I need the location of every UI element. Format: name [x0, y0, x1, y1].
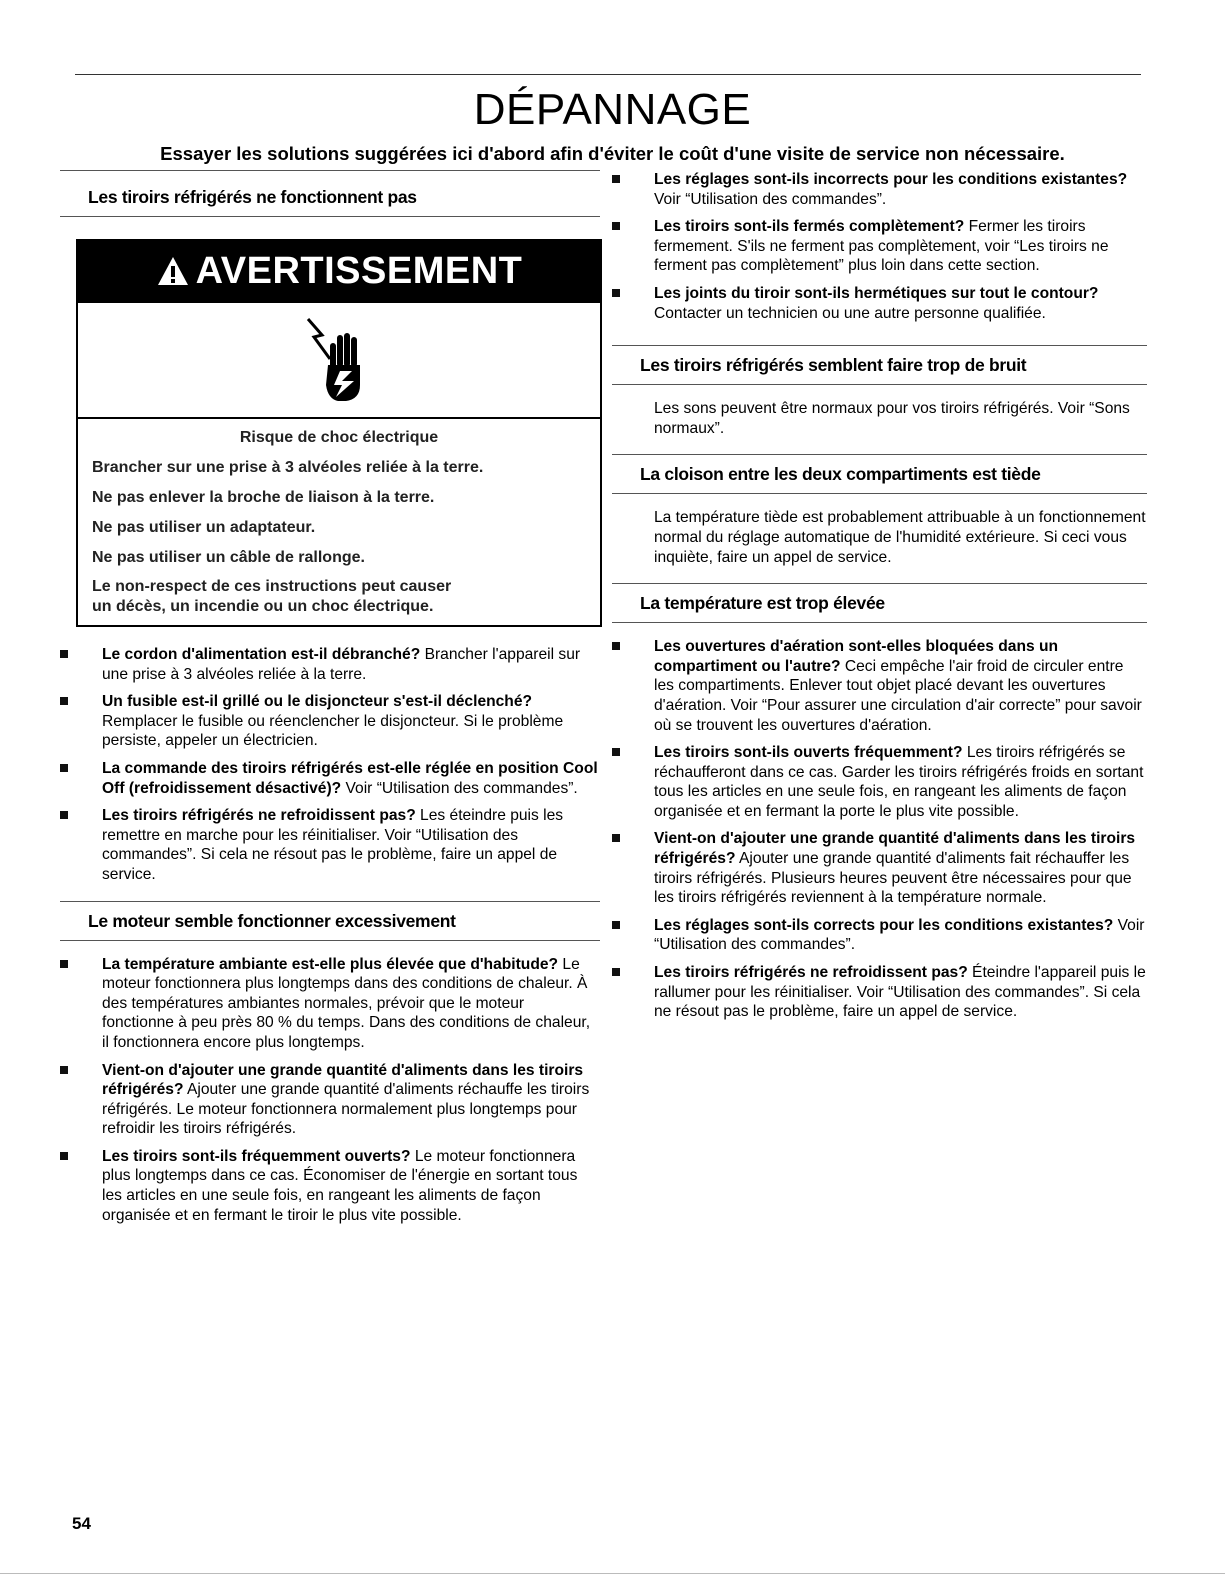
bullet-icon — [60, 811, 68, 819]
list-item: Vient-on d'ajouter une grande quantité d'aliments dans les tiroirs réfrigérés? Ajouter une grande quantité d'aliments fait réchauffer les tiroirs réfrigérés. Plusieurs heures peuvent être nécessaires pour que les tiroirs réfrigérés reviennent à la température normale. — [612, 829, 1147, 907]
temp-high-list — [612, 637, 1147, 1022]
motor-list — [60, 955, 600, 1226]
list-item: Les réglages sont-ils corrects pour les conditions existantes? Voir “Utilisation des commandes”. — [612, 916, 1147, 955]
bullet-icon — [60, 764, 68, 772]
list-item: Les tiroirs sont-ils fermés complètement? Fermer les tiroirs fermement. S'ils ne ferment pas complètement, voir “Les tiroirs ne ferment pas complètement” plus loin dans cette section. — [612, 217, 1147, 276]
warning-box — [76, 239, 602, 627]
list-item: Les tiroirs réfrigérés ne refroidissent pas? Les éteindre puis les remettre en marche pour les réinitialiser. Voir “Utilisation des commandes”. Si cela ne résout pas le problème, faire un appel de service. — [60, 806, 600, 884]
list-item: Les joints du tiroir sont-ils hermétiques sur tout le contour? Contacter un technicien ou une autre personne qualifiée. — [612, 284, 1147, 323]
warning-line: Brancher sur une prise à 3 alvéoles reliée à la terre. — [92, 459, 484, 476]
warning-line: Ne pas enlever la broche de liaison à la terre. — [92, 489, 435, 506]
warning-label: AVERTISSEMENT — [195, 249, 523, 292]
warning-icon-area — [78, 303, 600, 419]
warning-line: Ne pas utiliser un adaptateur. — [92, 519, 316, 536]
section-heading-drawers-not-working: Les tiroirs réfrigérés ne fonctionnent pas — [60, 170, 600, 217]
bullet-icon — [612, 642, 620, 650]
list-item: Les tiroirs sont-ils ouverts fréquemment? Les tiroirs réfrigérés se réchaufferont dans ce cas. Garder les tiroirs réfrigérés froids en sortant tous les articles en une seule fois, en rangeant les aliments de façon organisée et en fermant la porte le plus vite possible. — [612, 743, 1147, 821]
bullet-icon — [60, 960, 68, 968]
page-number: 54 — [72, 1514, 91, 1533]
bullet-icon — [612, 834, 620, 842]
partition-text: La température tiède est probablement attribuable à un fonctionnement normal du réglage automatique de l'humidité extérieure. Si ceci vous inquiète, faire un appel de service. — [654, 509, 1146, 566]
page-subtitle: Essayer les solutions suggérées ici d'abord afin d'éviter le coût d'une visite de service non nécessaire. — [160, 143, 1065, 164]
warning-header — [78, 239, 600, 303]
warning-consequence: Le non-respect de ces instructions peut causer — [92, 578, 452, 595]
bullet-icon — [612, 175, 620, 183]
warning-body — [78, 419, 600, 625]
list-item: Les réglages sont-ils incorrects pour les conditions existantes? Voir “Utilisation des commandes”. — [612, 170, 1147, 209]
list-item: La commande des tiroirs réfrigérés est-elle réglée en position Cool Off (refroidissement désactivé)? Voir “Utilisation des commandes”. — [60, 759, 600, 798]
list-item: Les tiroirs sont-ils fréquemment ouverts? Le moteur fonctionnera plus longtemps dans ce cas. Économiser de l'énergie en sortant tous les articles en une seule fois, en rangeant les aliments de façon organisée et en fermant le tiroir le plus vite possible. — [60, 1147, 600, 1225]
section-heading-temp-high: La température est trop élevée — [612, 583, 1147, 623]
bullet-icon — [612, 289, 620, 297]
section-heading-partition: La cloison entre les deux compartiments est tiède — [612, 454, 1147, 494]
list-item: Le cordon d'alimentation est-il débranché? Brancher l'appareil sur une prise à 3 alvéoles reliée à la terre. — [60, 645, 600, 684]
top-rule — [75, 74, 1141, 75]
bottom-rule — [0, 1573, 1225, 1574]
warning-line: Ne pas utiliser un câble de rallonge. — [92, 549, 365, 566]
page-title: DÉPANNAGE — [473, 85, 752, 134]
warning-consequence: un décès, un incendie ou un choc électrique. — [92, 598, 434, 615]
bullet-icon — [612, 748, 620, 756]
bullet-icon — [60, 697, 68, 705]
bullet-icon — [612, 222, 620, 230]
list-item: Un fusible est-il grillé ou le disjoncteur s'est-il déclenché? Remplacer le fusible ou réenclencher le disjoncteur. Si le problème persiste, appeler un électricien. — [60, 692, 600, 751]
continued-list — [612, 170, 1147, 323]
list-item: Les tiroirs réfrigérés ne refroidissent pas? Éteindre l'appareil puis le rallumer pour les réinitialiser. Voir “Utilisation des commandes”. Si cela ne résout pas le problème, faire un appel de service. — [612, 963, 1147, 1022]
left-column — [60, 170, 600, 1233]
right-column — [612, 170, 1147, 1030]
bullet-icon — [60, 1152, 68, 1160]
drawers-not-working-list — [60, 645, 600, 885]
warning-triangle-icon — [156, 254, 190, 288]
bullet-icon — [612, 921, 620, 929]
bullet-icon — [60, 650, 68, 658]
bullet-icon — [612, 968, 620, 976]
list-item: La température ambiante est-elle plus élevée que d'habitude? Le moteur fonctionnera plus longtemps dans des conditions de chaleur. À des températures ambiantes normales, prévoir que le moteur fonctionne à peu près 80 % du temps. Dans des conditions de chaleur, il fonctionnera encore plus longtemps. — [60, 955, 600, 1053]
list-item: Les ouvertures d'aération sont-elles bloquées dans un compartiment ou l'autre? Ceci empêche l'air froid de circuler entre les compartiments. Enlever tout objet placé devant les ouvertures d'aération. Voir “Pour assurer une circulation d'air correcte” pour savoir où se trouvent les ouvertures d'aération. — [612, 637, 1147, 735]
bullet-icon — [60, 1066, 68, 1074]
section-heading-noise: Les tiroirs réfrigérés semblent faire trop de bruit — [612, 345, 1147, 385]
electric-shock-hand-icon — [304, 315, 374, 405]
list-item: Vient-on d'ajouter une grande quantité d'aliments dans les tiroirs réfrigérés? Ajouter une grande quantité d'aliments réchauffe les tiroirs réfrigérés. Le moteur fonctionnera normalement plus longtemps pour refroidir les tiroirs réfrigérés. — [60, 1061, 600, 1139]
warning-risk: Risque de choc électrique — [239, 429, 439, 446]
section-heading-motor: Le moteur semble fonctionner excessivement — [60, 901, 600, 941]
noise-text: Les sons peuvent être normaux pour vos tiroirs réfrigérés. Voir “Sons normaux”. — [654, 400, 1130, 437]
